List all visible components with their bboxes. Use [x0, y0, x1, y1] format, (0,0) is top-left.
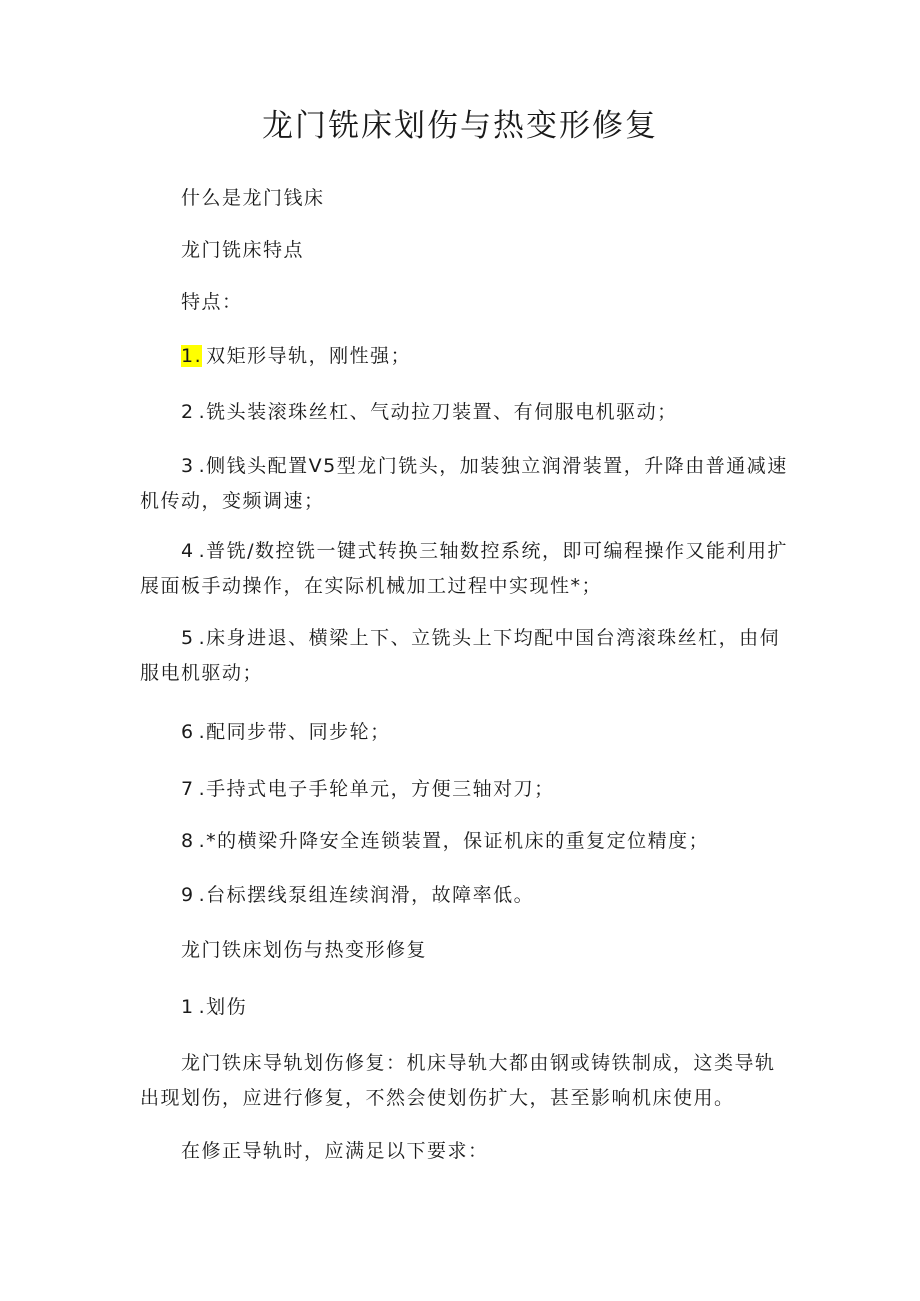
- feature-item-2: [140, 395, 790, 430]
- feature-number: 3: [181, 455, 195, 477]
- feature-number: 2: [181, 401, 195, 423]
- feature-text: .台标摆线泵组连续润滑，故障率低。: [198, 884, 535, 906]
- feature-number: 4: [181, 540, 195, 562]
- heading-repair: 龙门铁床划伤与热变形修复: [181, 939, 428, 961]
- feature-item-4: [140, 534, 790, 604]
- section-number: 1: [181, 996, 195, 1018]
- section-1-heading: [140, 990, 790, 1025]
- feature-item-1: [140, 339, 790, 374]
- feature-number: 8: [181, 830, 195, 852]
- document-title: 龙门铣床划伤与热变形修复: [262, 108, 658, 144]
- feature-number: 1.: [181, 345, 203, 367]
- feature-item-3: [140, 449, 790, 519]
- feature-item-5: [140, 621, 790, 691]
- feature-text: .铣头装滚珠丝杠、气动拉刀装置、有伺服电机驱动；: [198, 401, 678, 423]
- feature-number: 9: [181, 884, 195, 906]
- feature-item-8: [140, 824, 790, 859]
- feature-text: .侧钱头配置V5型龙门铣头，加装独立润滑装置，升降由普通减速机传动，变频调速；: [140, 455, 788, 512]
- features-label: 特点：: [181, 291, 243, 313]
- feature-text: 双矩形导轨，刚性强；: [206, 345, 412, 367]
- feature-item-6: [140, 715, 790, 750]
- feature-number: 7: [181, 778, 195, 800]
- repair-paragraph: 龙门铁床导轨划伤修复：机床导轨大都由钢或铸铁制成，这类导轨出现划伤，应进行修复，不然会使划伤扩大，甚至影响机床使用。: [140, 1052, 776, 1109]
- feature-number: 5: [181, 627, 195, 649]
- feature-text: .配同步带、同步轮；: [198, 721, 391, 743]
- feature-item-9: [140, 878, 790, 913]
- feature-text: .普铣/数控铣一键式转换三轴数控系统，即可编程操作又能利用扩展面板手动操作，在实际机械加工过程中实现性*；: [140, 540, 789, 597]
- heading-features: 龙门铣床特点: [181, 239, 305, 261]
- heading-what-is: 什么是龙门钱床: [181, 187, 325, 209]
- requirements-intro: 在修正导轨时，应满足以下要求：: [181, 1140, 489, 1162]
- feature-number: 6: [181, 721, 195, 743]
- feature-text: .*的横梁升降安全连锁装置，保证机床的重复定位精度；: [198, 830, 710, 852]
- feature-text: .床身进退、横梁上下、立铣头上下均配中国台湾滚珠丝杠，由伺服电机驱动；: [140, 627, 781, 684]
- feature-text: .手持式电子手轮单元，方便三轴对刀；: [198, 778, 555, 800]
- feature-item-7: [140, 772, 790, 807]
- section-title: .划伤: [198, 996, 248, 1018]
